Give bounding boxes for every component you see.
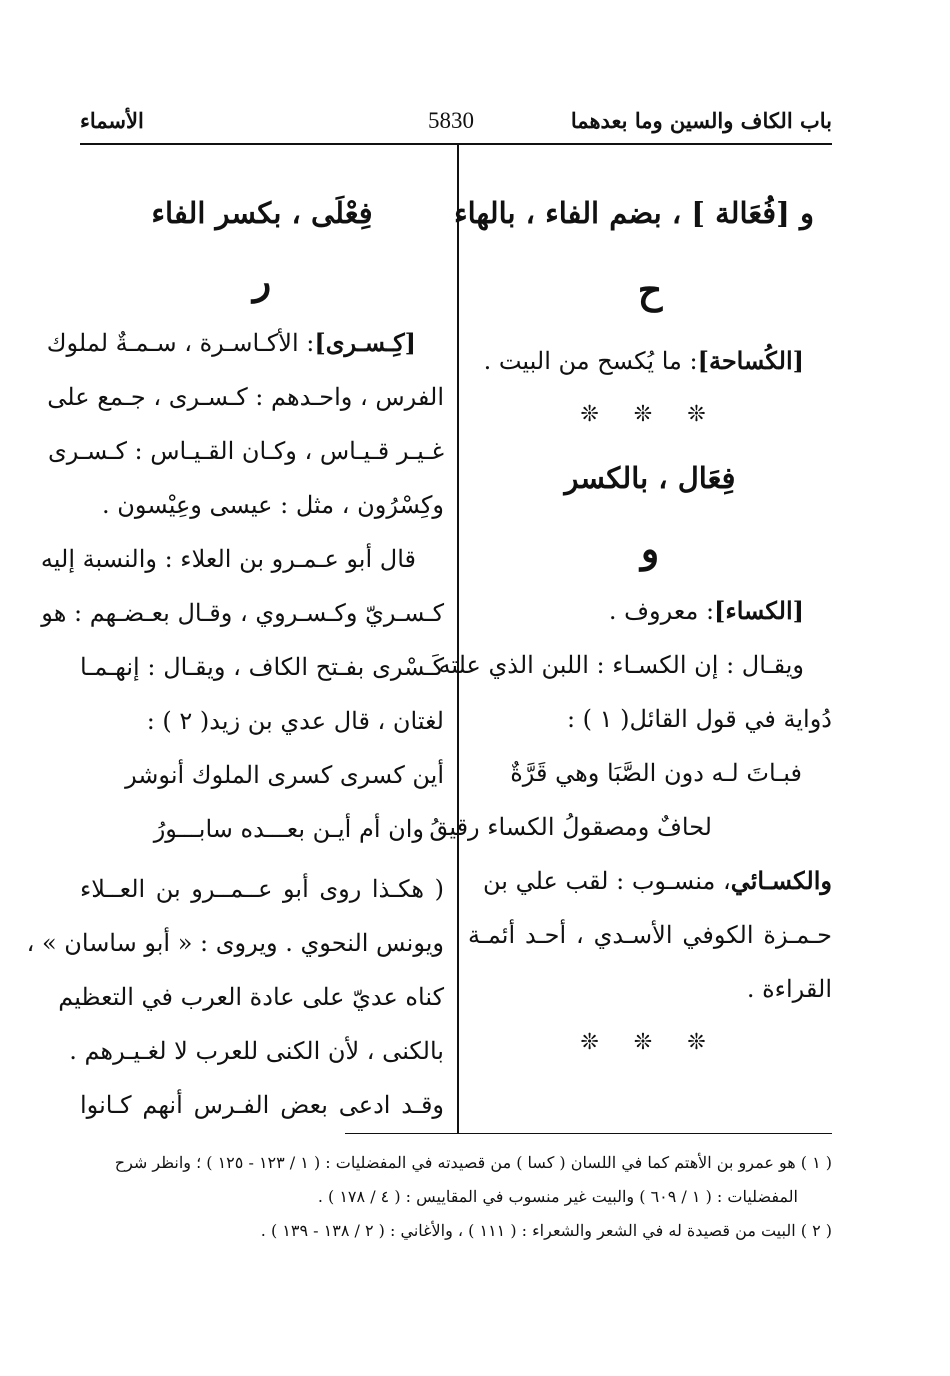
section-title: الأسماء [80, 108, 144, 133]
entry-term: والكسـائي [730, 866, 832, 895]
left-column [26, 180, 444, 1132]
text-line: القراءة . [746, 975, 832, 1003]
entry-text: : معروف . [608, 597, 715, 625]
verse-line: وان أم أيـن بعـــده سابـــورُ [153, 815, 424, 843]
text-line: بالكنى ، لأن الكنى للعرب لا لغـيـرهم . [69, 1037, 444, 1065]
verse-line: فبـاتَ لـه دون الصَّبَا وهي قَرَّةٌ [510, 759, 802, 787]
separator-stars: ❊ ❊ ❊ [580, 1030, 720, 1055]
text-line: غـيـر قـيـاس ، وكـان القـيـاس : كـسـرى [47, 437, 444, 465]
footnote-1-continued: المفضليات : ( ١ / ٦٠٩ ) والبيت غير منسوب في المقاييس : ( ٤ / ١٧٨ ) . [317, 1187, 798, 1206]
text-line: لغتان ، قال عدي بن زيد( ٢ ) : [146, 707, 444, 735]
text-line: ويونس النحوي . ويروى : « أبو ساسان » ، [26, 929, 444, 957]
verse-line: لحافٌ ومصقولُ الكساء رقيقُ [429, 813, 712, 841]
footnote-1: ( ١ ) هو عمرو بن الأهتم كما في اللسان ( كسا ) من قصيدته في المفضليات : ( ١ / ١٢٣ - ١٢٥ ) ؛ وانظر شرح [114, 1153, 832, 1172]
footnotes [80, 1146, 832, 1248]
page-header [80, 104, 832, 144]
footnote-rule [345, 1133, 832, 1134]
header-rule [80, 143, 832, 145]
section-heading: فِعْلَى ، بكسر الفاء [151, 196, 373, 230]
entry [468, 854, 832, 908]
page-number: 5830 [428, 108, 474, 133]
right-column [429, 180, 832, 1070]
verse-line: أين كسرى كسرى الملوك أنوشر [125, 761, 444, 789]
entry-term: [الكُساحة] [697, 346, 804, 375]
chapter-title: باب الكاف والسين وما بعدهما [570, 108, 832, 133]
letter-heading: ح [637, 267, 663, 312]
text-line: قال أبو عـمـرو بن العلاء : والنسبة إليه [40, 545, 416, 573]
text-line: وقـد ادعى بعض الفـرس أنهم كـانوا [80, 1091, 444, 1119]
text-line: ويقـال : إن الكسـاء : اللبن الذي علته [438, 651, 804, 679]
entry [468, 334, 832, 388]
section-heading: فِعَال ، بالكسر [564, 461, 736, 495]
text-line: وكِسْرُون ، مثل : عيسى وعِيْسون . [102, 491, 444, 519]
entry-text: : الأكـاسـرة ، سـمـةٌ لملوك [46, 329, 315, 357]
footnote-2: ( ٢ ) البيت من قصيدة له في الشعر والشعراء : ( ١١١ ) ، والأغاني : ( ٢ / ١٣٨ - ١٣٩ ) . [260, 1221, 832, 1240]
letter-heading: و [640, 526, 660, 571]
text-line: كـسـريّ وكـسـروي ، وقـال بعـضـهم : هو [41, 599, 444, 627]
separator-stars: ❊ ❊ ❊ [580, 402, 720, 427]
text-line: حـمـزة الكوفي الأسـدي ، أحـد أئمـة [468, 921, 832, 949]
letter-heading: ر [252, 258, 272, 303]
entry-text: : ما يُكسح من البيت . [483, 347, 698, 375]
text-line: كناه عديّ على عادة العرب في التعظيم [58, 983, 444, 1011]
entry-text: ، منسـوب : لقب علي بن [482, 867, 731, 895]
entry [46, 316, 444, 370]
text-line: دُواية في قول القائل( ١ ) : [566, 705, 832, 733]
section-heading: و [فُعَالة ] ، بضم الفاء ، بالهاء [453, 196, 814, 230]
entry [468, 584, 832, 638]
entry-term: [الكساء] [714, 596, 804, 625]
text-line: كَـسْرى بفـتح الكاف ، ويقـال : إنهـمـا [80, 653, 444, 681]
text-line: الفرس ، واحـدهم : كـسـرى ، جـمع على [47, 383, 444, 411]
text-line: ( هكـذا روى أبو عــمــرو بن العــلاء [80, 875, 444, 903]
entry-term: [كِـسـرى] [314, 328, 416, 357]
